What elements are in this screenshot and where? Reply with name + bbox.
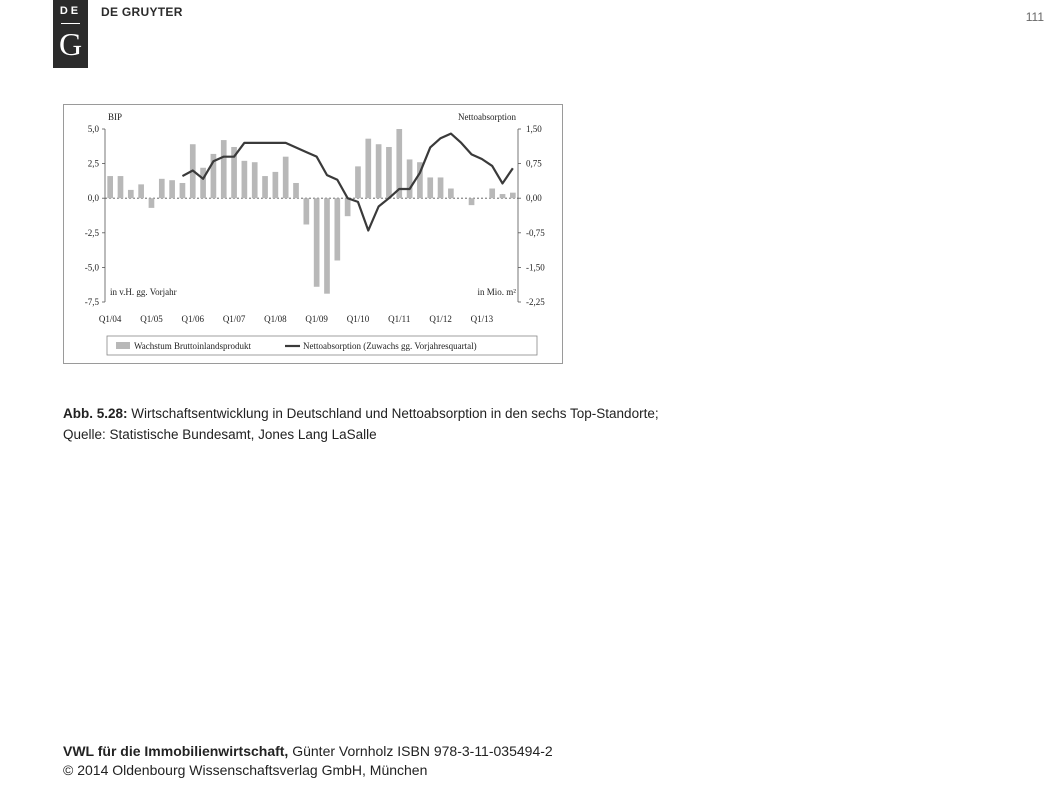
chart-figure [63, 104, 563, 364]
de-gruyter-logo [53, 0, 88, 68]
gdp-bar [448, 189, 454, 199]
right-tick-label: -0,75 [526, 227, 545, 238]
x-tick-label: Q1/04 [98, 314, 122, 324]
right-tick-label: -1,50 [526, 262, 545, 273]
gdp-bar [242, 161, 248, 198]
chart-svg [64, 105, 562, 363]
left-tick-label: 0,0 [87, 193, 99, 204]
gdp-bar [314, 198, 320, 287]
logo-top-text: DE [59, 5, 82, 17]
caption-text: Wirtschaftsentwicklung in Deutschland und Nettoabsorption in den sechs Top-Standorte; [131, 406, 659, 421]
gdp-bar [221, 140, 227, 198]
x-tick-label: Q1/10 [346, 314, 370, 324]
gdp-bar [334, 198, 340, 260]
left-tick-label: 2,5 [87, 158, 99, 169]
gdp-bar [262, 176, 268, 198]
caption-label: Abb. 5.28: [63, 406, 128, 421]
gdp-bar [303, 198, 309, 224]
left-axis-title: BIP [108, 112, 123, 122]
gdp-bar [293, 183, 299, 198]
brand-name: DE GRUYTER [101, 5, 183, 19]
right-axis-title: Nettoabsorption [458, 112, 516, 122]
gdp-bar [107, 176, 113, 198]
left-tick-label: -5,0 [84, 262, 99, 273]
page-footer [63, 742, 553, 780]
right-tick-label: 0,00 [526, 193, 542, 204]
logo-bottom-text: G [58, 26, 83, 62]
gdp-bar [438, 177, 444, 198]
gdp-bar [149, 198, 155, 208]
caption-source: Quelle: Statistische Bundesamt, Jones Lang LaSalle [63, 427, 377, 442]
legend-line-label: Nettoabsorption (Zuwachs gg. Vorjahresquartal) [303, 341, 477, 351]
gdp-bar [469, 198, 475, 205]
gdp-bar [118, 176, 124, 198]
right-tick-label: 0,75 [526, 158, 542, 169]
gdp-bar [427, 177, 433, 198]
right-unit-label: in Mio. m² [477, 287, 516, 297]
footer-author-isbn: Günter Vornholz ISBN 978-3-11-035494-2 [292, 743, 553, 759]
gdp-bar [345, 198, 351, 216]
left-unit-label: in v.H. gg. Vorjahr [110, 287, 177, 297]
footer-book-title: VWL für die Immobilienwirtschaft, [63, 743, 289, 759]
legend-bar-swatch [116, 342, 130, 349]
gdp-bar [200, 168, 206, 198]
x-tick-label: Q1/07 [222, 314, 246, 324]
x-tick-label: Q1/11 [388, 314, 411, 324]
caption-line [63, 403, 659, 424]
left-tick-label: -7,5 [84, 297, 99, 307]
right-tick-label: -2,25 [526, 297, 545, 307]
gdp-bar [169, 180, 175, 198]
gdp-bar [396, 129, 402, 198]
x-tick-label: Q1/13 [470, 314, 494, 324]
gdp-bar [376, 144, 382, 198]
gdp-bar [283, 157, 289, 199]
gdp-bar [128, 190, 134, 198]
x-tick-label: Q1/12 [429, 314, 452, 324]
x-tick-label: Q1/05 [140, 314, 163, 324]
gdp-bar [252, 162, 258, 198]
gdp-bar [500, 194, 506, 198]
page-number: 111 [1025, 10, 1044, 24]
gdp-bar [489, 189, 495, 199]
footer-copyright: © 2014 Oldenbourg Wissenschaftsverlag GmbH, München [63, 762, 428, 778]
left-tick-label: 5,0 [87, 124, 99, 134]
footer-citation [63, 742, 553, 761]
figure-caption [63, 403, 659, 445]
gdp-bar [138, 184, 144, 198]
gdp-bar [159, 179, 165, 198]
gdp-bar [510, 193, 516, 199]
gdp-bar [407, 159, 413, 198]
gdp-bar [386, 147, 392, 198]
x-tick-label: Q1/08 [264, 314, 287, 324]
left-tick-label: -2,5 [84, 227, 99, 238]
x-tick-label: Q1/06 [181, 314, 205, 324]
logo-divider [61, 23, 80, 24]
gdp-bar [324, 198, 330, 293]
gdp-bar [180, 183, 186, 198]
gdp-bar [273, 172, 279, 198]
legend-bar-label: Wachstum Bruttoinlandsprodukt [134, 341, 252, 351]
gdp-bar [355, 166, 361, 198]
x-tick-label: Q1/09 [305, 314, 328, 324]
gdp-bar [365, 139, 371, 199]
right-tick-label: 1,50 [526, 124, 542, 134]
